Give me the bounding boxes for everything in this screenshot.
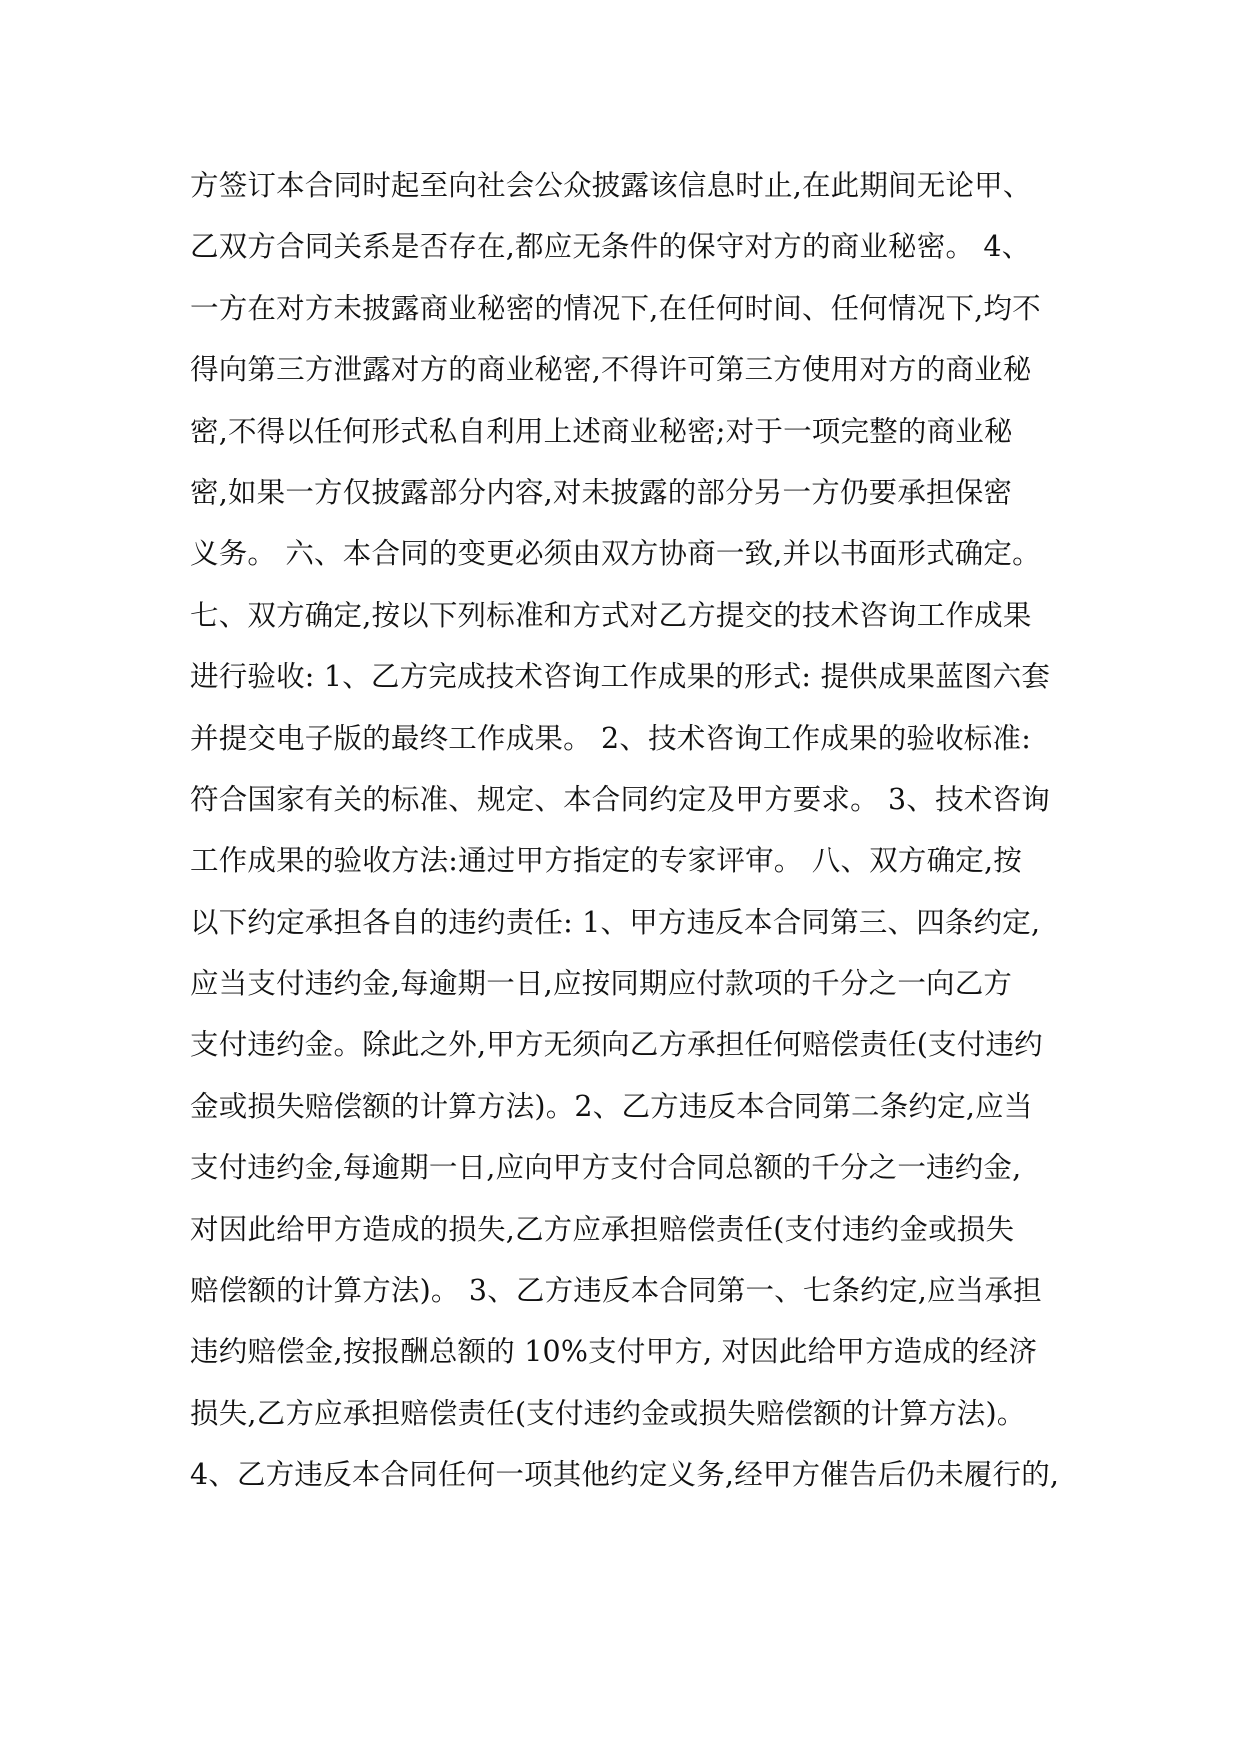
text-line: 方签订本合同时起至向社会公众披露该信息时止,在此期间无论甲、	[190, 169, 1032, 202]
text-line: 进行验收: 1、乙方完成技术咨询工作成果的形式: 提供成果蓝图六套	[190, 660, 1051, 694]
text-line: 赔偿额的计算方法)。 3、乙方违反本合同第一、七条约定,应当承担	[190, 1274, 1042, 1308]
text-line: 乙双方合同关系是否存在,都应无条件的保守对方的商业秘密。 4、	[190, 230, 1031, 264]
text-line: 密,不得以任何形式私自利用上述商业秘密;对于一项完整的商业秘	[190, 414, 1013, 448]
text-line: 损失,乙方应承担赔偿责任(支付违约金或损失赔偿额的计算方法)。	[190, 1396, 1026, 1430]
text-line: 违约赔偿金,按报酬总额的 10%支付甲方, 对因此给甲方造成的经济	[190, 1335, 1038, 1369]
text-line: 以下约定承担各自的违约责任: 1、甲方违反本合同第三、四条约定,	[190, 905, 1041, 939]
text-line: 工作成果的验收方法:通过甲方指定的专家评审。 八、双方确定,按	[190, 844, 1022, 878]
text-line: 金或损失赔偿额的计算方法)。2、乙方违反本合同第二条约定,应当	[190, 1089, 1033, 1123]
text-line: 符合国家有关的标准、规定、本合同约定及甲方要求。 3、技术咨询	[190, 782, 1050, 816]
text-line: 4、乙方违反本合同任何一项其他约定义务,经甲方催告后仍未履行的,	[190, 1458, 1060, 1492]
text-line: 七、双方确定,按以下列标准和方式对乙方提交的技术咨询工作成果	[190, 598, 1032, 632]
text-line: 对因此给甲方造成的损失,乙方应承担赔偿责任(支付违约金或损失	[190, 1212, 1015, 1246]
text-line: 应当支付违约金,每逾期一日,应按同期应付款项的千分之一向乙方	[190, 967, 1013, 1001]
text-line: 并提交电子版的最终工作成果。 2、技术咨询工作成果的验收标准:	[190, 721, 1031, 755]
text-line: 一方在对方未披露商业秘密的情况下,在任何时间、任何情况下,均不	[190, 291, 1041, 325]
body-text	[190, 155, 1080, 1506]
text-line: 支付违约金。除此之外,甲方无须向乙方承担任何赔偿责任(支付违约	[190, 1028, 1043, 1062]
text-line: 支付违约金,每逾期一日,应向甲方支付合同总额的千分之一违约金,	[190, 1151, 1022, 1185]
text-line: 义务。 六、本合同的变更必须由双方协商一致,并以书面形式确定。	[190, 537, 1041, 571]
text-line: 得向第三方泄露对方的商业秘密,不得许可第三方使用对方的商业秘	[190, 353, 1032, 387]
text-line: 密,如果一方仅披露部分内容,对未披露的部分另一方仍要承担保密	[190, 475, 1013, 509]
